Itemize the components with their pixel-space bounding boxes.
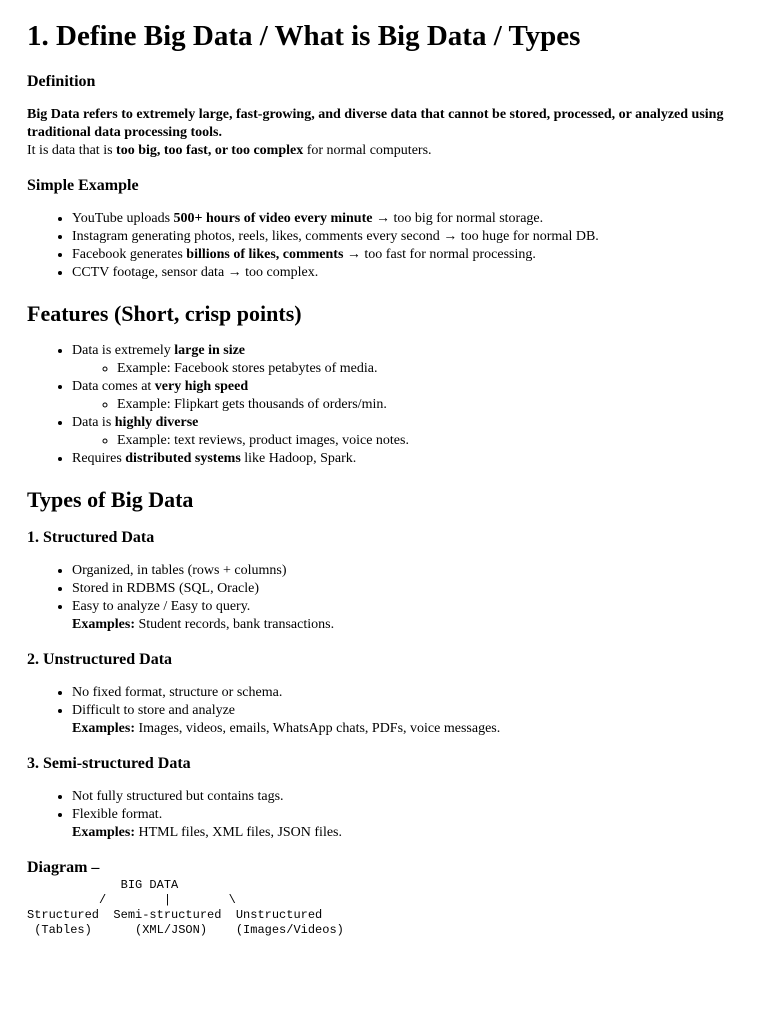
semi-structured-section: [27, 754, 741, 842]
types-heading: Types of Big Data: [27, 487, 194, 512]
list-item: • Stored in RDBMS (SQL, Oracle): [72, 580, 741, 598]
simple-example-heading: Simple Example: [27, 177, 139, 194]
list-item: • Not fully structured but contains tags.: [72, 788, 741, 806]
diagram-heading: Diagram –: [27, 859, 100, 876]
list-item: • Facebook generates billions of likes, comments → too fast for normal processing.: [72, 246, 741, 264]
definition-body: [27, 106, 741, 160]
definition-heading: Definition: [27, 73, 96, 90]
list-item: • Flexible format. Examples: HTML files, XML files, JSON files.: [72, 806, 741, 842]
page-title: 1. Define Big Data / What is Big Data / Types: [27, 20, 581, 52]
list-item: • Instagram generating photos, reels, likes, comments every second → too huge for normal DB.: [72, 228, 741, 246]
ascii-diagram: BIG DATA / | \ Structured Semi-structured Unstructured (Tables) (XML/JSON) (Images/Videos): [27, 878, 344, 937]
unstructured-section: [27, 650, 741, 738]
list-item: • Easy to analyze / Easy to query. Examples: Student records, bank transactions.: [72, 598, 741, 634]
list-item: • Data comes at very high speed ◦ Example: Flipkart gets thousands of orders/min.: [72, 378, 741, 414]
list-item: • CCTV footage, sensor data → too complex.: [72, 264, 741, 282]
list-item: • Data is highly diverse ◦ Example: text reviews, product images, voice notes.: [72, 414, 741, 450]
list-item: • Data is extremely large in size ◦ Example: Facebook stores petabytes of media.: [72, 342, 741, 378]
sub-list-item: ◦ Example: Facebook stores petabytes of media.: [117, 360, 741, 378]
unstructured-heading: 2. Unstructured Data: [27, 651, 173, 668]
semi-structured-heading: 3. Semi-structured Data: [27, 755, 191, 772]
definition-bold-text: Big Data refers to extremely large, fast-growing, and diverse data that cannot be stored, processed, or analyzed using traditional data processing tools.: [27, 107, 724, 140]
features-list: [27, 342, 741, 468]
sub-list-item: ◦ Example: text reviews, product images, voice notes.: [117, 432, 741, 450]
list-item: • No fixed format, structure or schema.: [72, 684, 741, 702]
list-item: • Difficult to store and analyze Examples: Images, videos, emails, WhatsApp chats, PDFs, voice messages.: [72, 702, 741, 738]
list-item: • Requires distributed systems like Hadoop, Spark.: [72, 450, 741, 468]
list-item: • Organized, in tables (rows + columns): [72, 562, 741, 580]
list-item: • YouTube uploads 500+ hours of video every minute → too big for normal storage.: [72, 210, 741, 228]
structured-heading: 1. Structured Data: [27, 529, 155, 546]
simple-example-list: [27, 210, 741, 282]
definition-line-2: It is data that is too big, too fast, or too complex for normal computers.: [27, 143, 432, 158]
sub-list-item: ◦ Example: Flipkart gets thousands of orders/min.: [117, 396, 741, 414]
features-heading: Features (Short, crisp points): [27, 301, 302, 326]
structured-section: [27, 528, 741, 634]
